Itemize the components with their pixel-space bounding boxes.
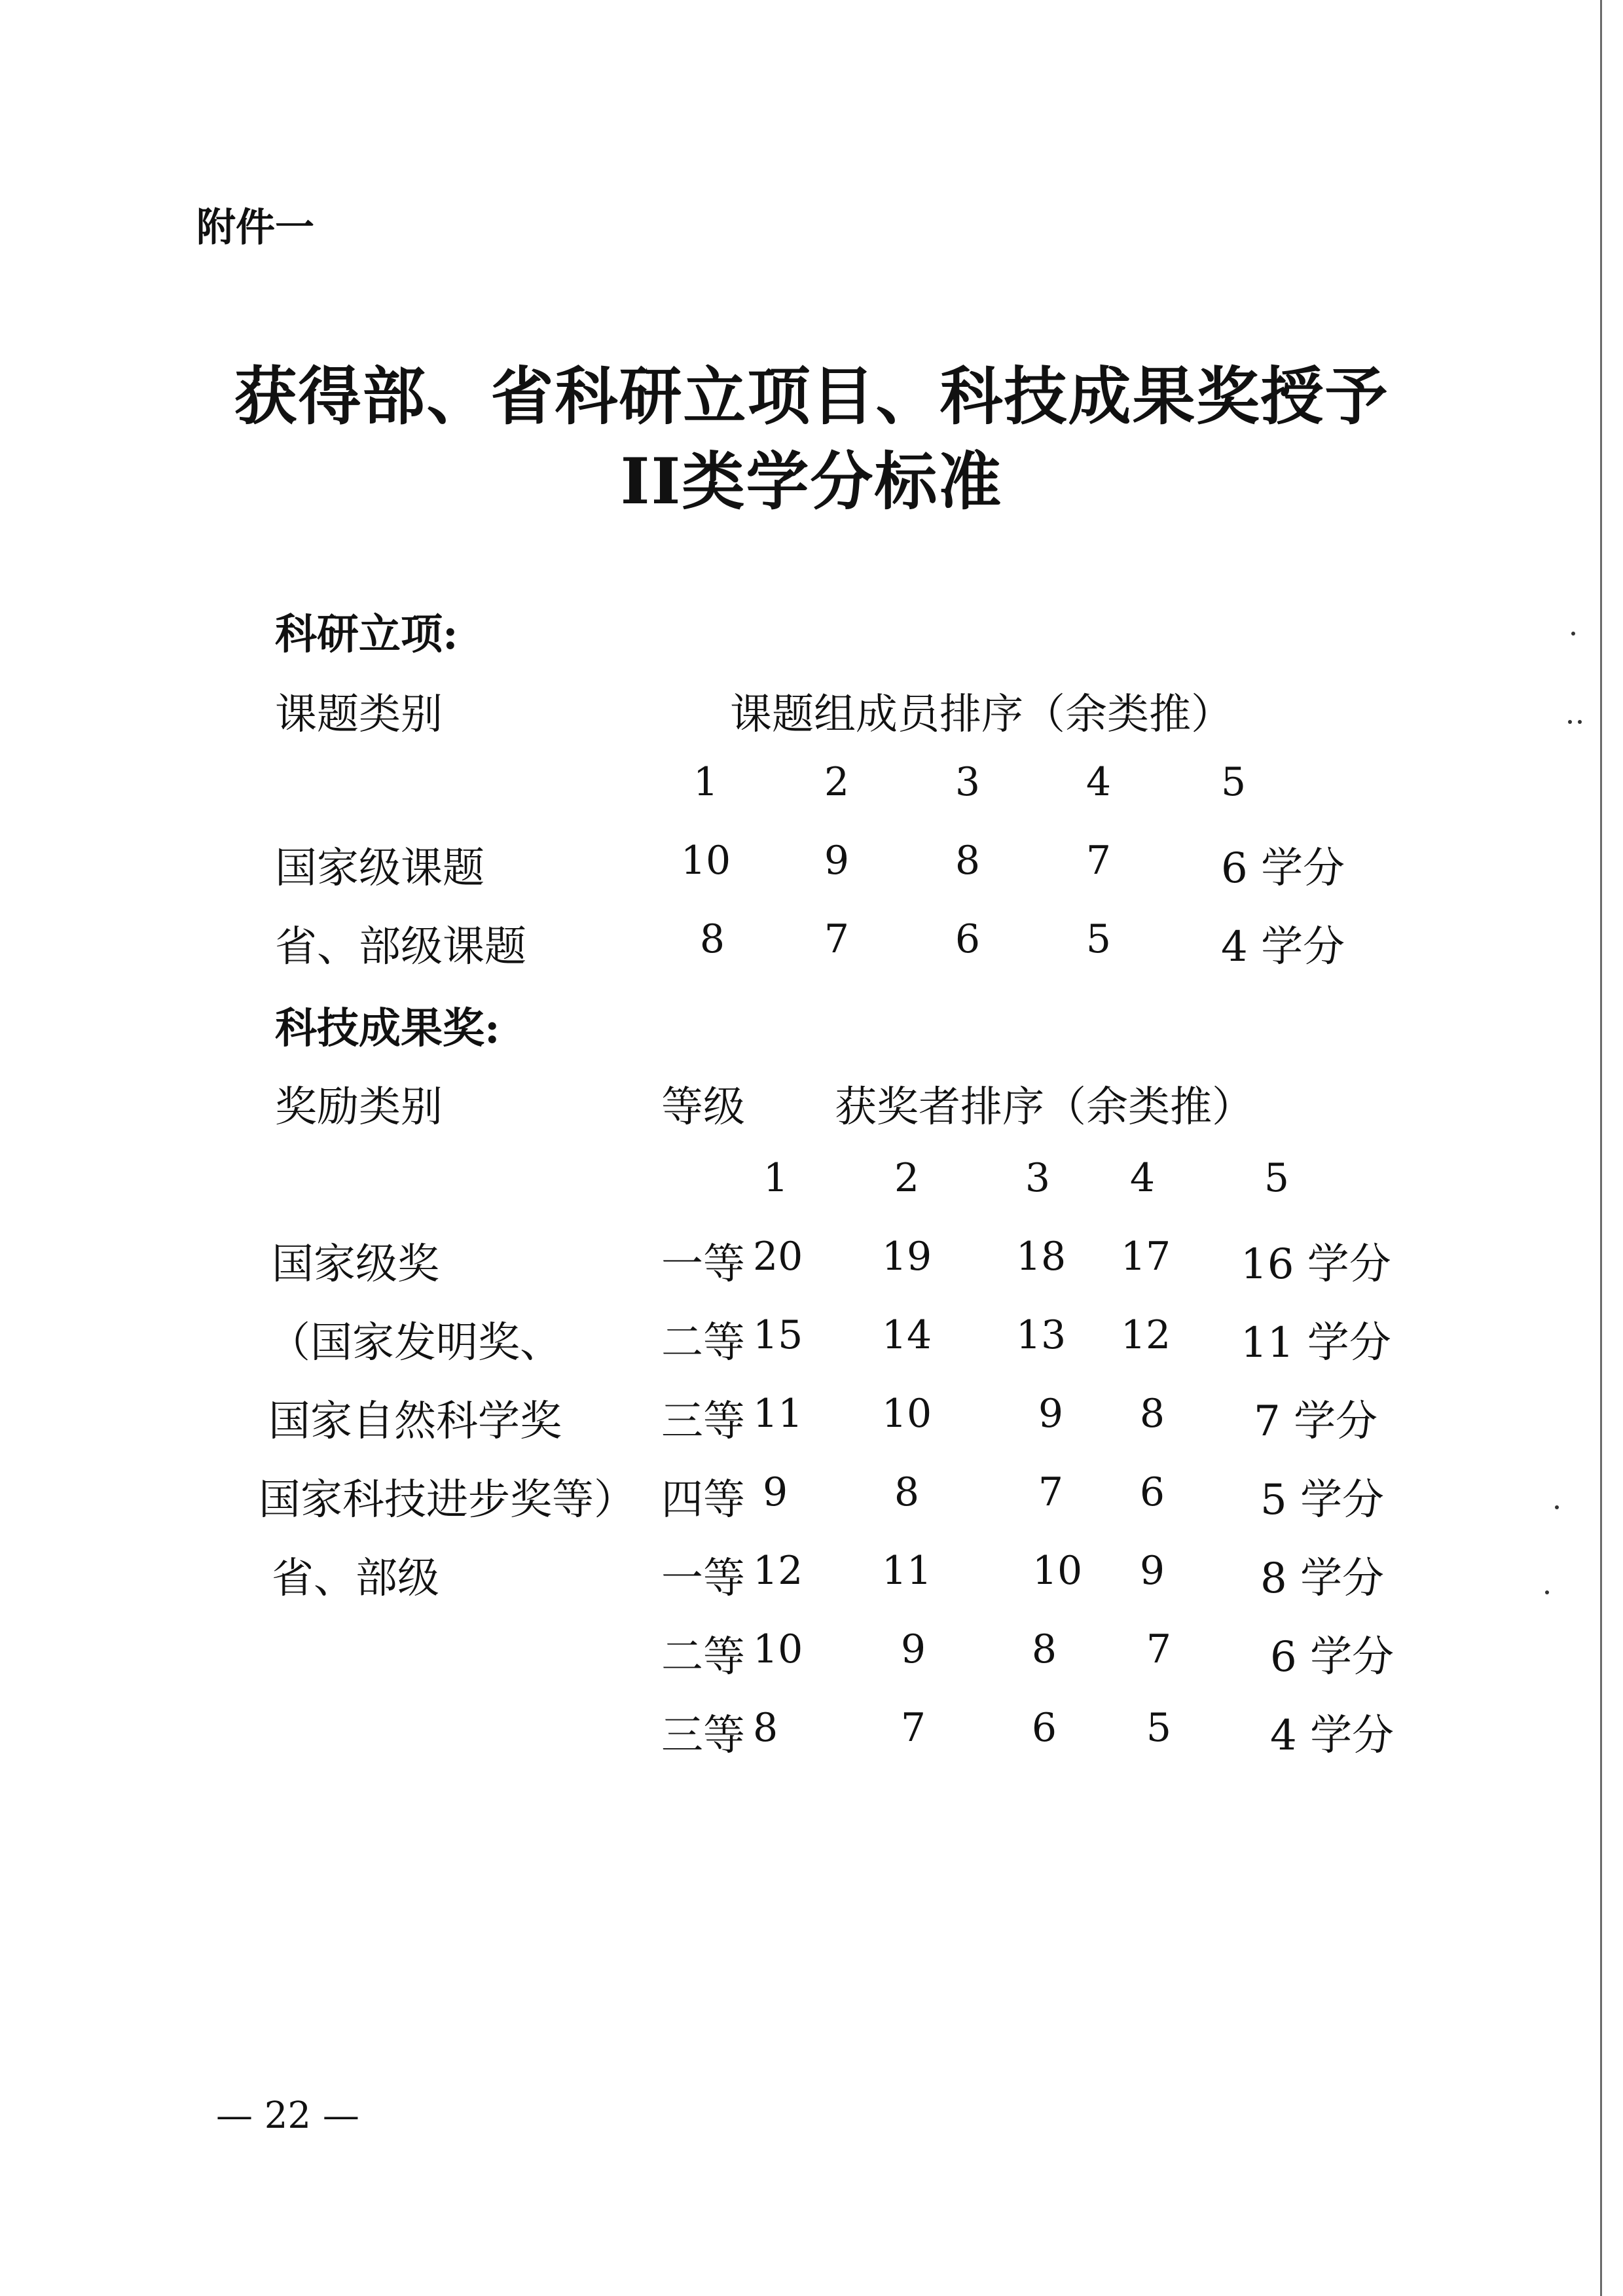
- awards-grade-header: 等级: [661, 1083, 745, 1132]
- award-value: 10: [753, 1626, 803, 1672]
- award-credit: 6 学分: [1270, 1633, 1395, 1681]
- award-value: 17: [1120, 1234, 1171, 1280]
- research-rank-number: 2: [824, 759, 850, 805]
- research-row-category: 国家级课题: [275, 844, 484, 893]
- awards-category-line: 国家自然科学奖: [268, 1397, 562, 1446]
- award-value: 9: [1139, 1548, 1165, 1594]
- research-projects-heading: 科研立项:: [275, 610, 458, 659]
- award-grade: 三等: [661, 1397, 745, 1446]
- award-value: 10: [881, 1391, 932, 1437]
- award-value: 11: [753, 1391, 803, 1437]
- research-row-credit: 6 学分: [1221, 844, 1345, 893]
- award-value: 15: [753, 1312, 803, 1358]
- award-value: 7: [1038, 1469, 1064, 1515]
- award-credit: 8 学分: [1260, 1554, 1385, 1603]
- awards-category-line: 国家科技进步奖等）: [259, 1476, 636, 1524]
- research-row-value: 8: [699, 916, 725, 962]
- awards-category-line: （国家发明奖、: [268, 1319, 562, 1367]
- research-row-value: 7: [824, 916, 850, 962]
- award-value: 8: [1031, 1626, 1057, 1672]
- award-credit: 7 学分: [1254, 1397, 1378, 1446]
- award-grade: 三等: [661, 1712, 745, 1760]
- award-credit: 16 学分: [1241, 1240, 1391, 1289]
- award-grade: 二等: [661, 1633, 745, 1681]
- award-value: 10: [1032, 1548, 1083, 1594]
- scan-speck: [1545, 1590, 1549, 1594]
- award-value: 9: [763, 1469, 788, 1515]
- awards-category-line: 省、部级: [272, 1554, 439, 1603]
- award-value: 12: [753, 1548, 803, 1594]
- award-value: 6: [1139, 1469, 1165, 1515]
- award-value: 9: [1038, 1391, 1064, 1437]
- research-rank-header: 课题组成员排序（余类推）: [730, 691, 1233, 739]
- award-value: 6: [1031, 1705, 1057, 1751]
- research-row-value: 7: [1085, 838, 1112, 884]
- award-value: 5: [1146, 1705, 1172, 1751]
- scan-speck: [1571, 632, 1575, 636]
- award-grade: 二等: [661, 1319, 745, 1367]
- page-title-line-2: II类学分标准: [620, 444, 1003, 518]
- research-row-value: 5: [1085, 916, 1112, 962]
- awards-rank-number: 5: [1264, 1155, 1290, 1201]
- research-rank-number: 4: [1085, 759, 1112, 805]
- research-rank-number: 1: [693, 759, 719, 805]
- award-value: 20: [753, 1234, 803, 1280]
- research-category-header: 课题类别: [275, 691, 443, 739]
- award-credit: 5 学分: [1260, 1476, 1385, 1524]
- award-value: 13: [1015, 1312, 1067, 1358]
- annex-label: 附件一: [196, 205, 314, 251]
- research-rank-number: 5: [1221, 759, 1247, 805]
- award-credit: 11 学分: [1241, 1319, 1391, 1367]
- research-rank-number: 3: [955, 759, 981, 805]
- research-row-value: 10: [680, 838, 731, 884]
- award-value: 9: [900, 1626, 926, 1672]
- awards-rank-number: 1: [763, 1155, 789, 1201]
- research-row-credit: 4 学分: [1221, 923, 1345, 971]
- awards-rank-number: 2: [894, 1155, 920, 1201]
- award-grade: 四等: [661, 1476, 745, 1524]
- awards-heading: 科技成果奖:: [275, 1004, 500, 1053]
- page-title-line-1: 获得部、省科研立项目、科技成果奖授予: [234, 359, 1389, 433]
- page-number: — 22 —: [216, 2094, 359, 2137]
- award-value: 7: [900, 1705, 926, 1751]
- award-value: 12: [1120, 1312, 1171, 1358]
- award-value: 19: [881, 1234, 932, 1280]
- research-row-value: 8: [955, 838, 981, 884]
- award-value: 18: [1015, 1234, 1067, 1280]
- awards-rank-number: 4: [1129, 1155, 1156, 1201]
- award-grade: 一等: [661, 1240, 745, 1289]
- award-value: 8: [1139, 1391, 1165, 1437]
- awards-category-line: 国家级奖: [272, 1240, 439, 1289]
- research-row-category: 省、部级课题: [275, 923, 526, 971]
- scan-speck: [1555, 1505, 1559, 1509]
- awards-rank-number: 3: [1025, 1155, 1051, 1201]
- research-row-value: 6: [955, 916, 981, 962]
- binding-edge-line: [1600, 0, 1602, 2296]
- research-row-value: 9: [824, 838, 850, 884]
- award-value: 14: [881, 1312, 932, 1358]
- award-grade: 一等: [661, 1554, 745, 1603]
- award-credit: 4 学分: [1270, 1712, 1395, 1760]
- scan-speck: [1578, 720, 1582, 724]
- scan-speck: [1568, 720, 1572, 724]
- awards-rank-header: 获奖者排序（余类推）: [835, 1083, 1254, 1132]
- award-value: 8: [753, 1705, 778, 1751]
- awards-category-header: 奖励类别: [275, 1083, 443, 1132]
- award-value: 11: [881, 1548, 932, 1594]
- award-value: 8: [894, 1469, 920, 1515]
- award-value: 7: [1146, 1626, 1172, 1672]
